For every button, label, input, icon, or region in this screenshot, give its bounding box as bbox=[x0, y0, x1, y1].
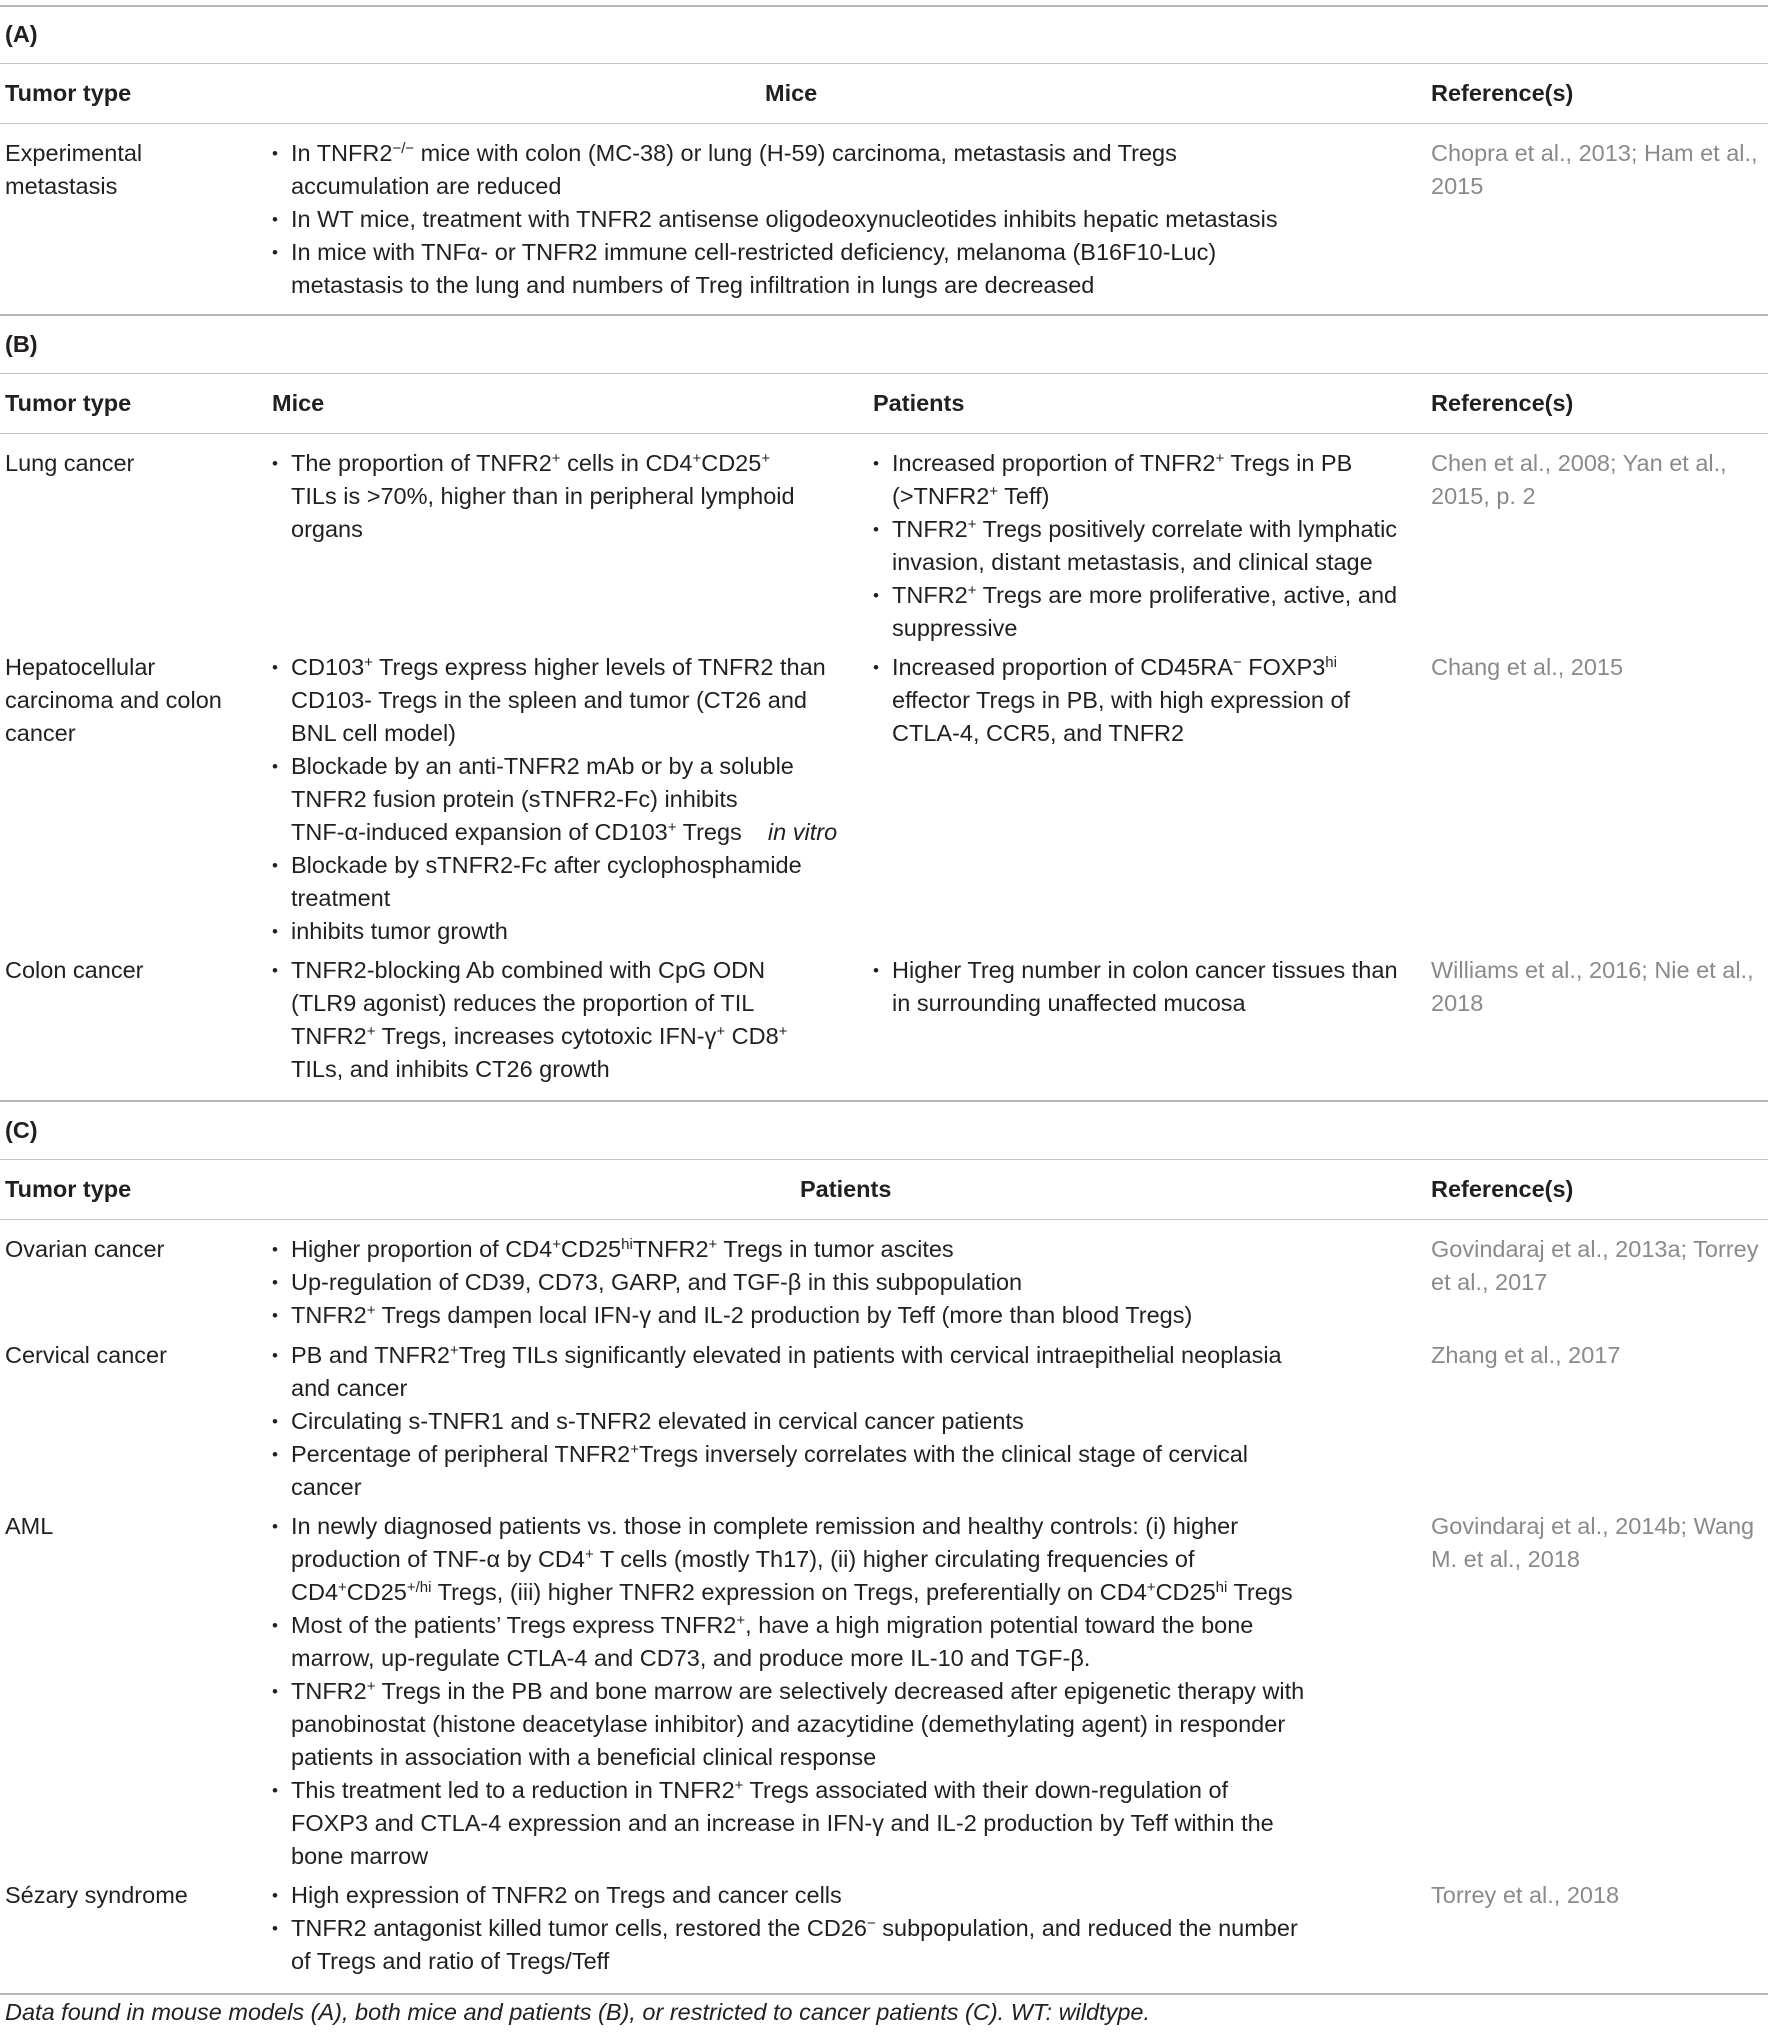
header-tumor-type: Tumor type bbox=[5, 1176, 132, 1202]
tumor-type-cell: Sézary syndrome bbox=[5, 1882, 188, 1908]
reference-cell: Govindaraj et al., 2013a; Torrey et al., 2017 bbox=[1431, 1236, 1759, 1295]
list-item: • Percentage of peripheral TNFR2+Tregs inversely correlates with the clinical stage of cervical cancer bbox=[272, 1438, 1282, 1504]
list-item: • In newly diagnosed patients vs. those in complete remission and healthy controls: (i) higher production of TNF-α by CD4+ T cells (mostly Th17), (ii) higher circulating frequencies of $CD4^+CD25^{+/hi}$ Tregs, (iii) higher TNFR2 expression on Tregs, preferentially on $CD4^+CD25^{hi}$ Tregs bbox=[272, 1510, 1304, 1609]
header-patients: Patients bbox=[873, 390, 965, 416]
patient-findings bbox=[272, 1233, 1192, 1332]
rule-section bbox=[0, 314, 1768, 316]
reference-cell: Williams et al., 2016; Nie et al., 2018 bbox=[1431, 957, 1754, 1016]
rule-top bbox=[0, 5, 1768, 7]
header-references: Reference(s) bbox=[1431, 1176, 1574, 1202]
header-mice: Mice bbox=[765, 80, 818, 106]
header-patients: Patients bbox=[800, 1176, 892, 1202]
list-item: • In WT mice, treatment with TNFR2 antisense oligodeoxynucleotides inhibits hepatic metastasis bbox=[272, 203, 1278, 236]
header-tumor-type: Tumor type bbox=[5, 390, 132, 416]
mice-findings bbox=[272, 447, 795, 546]
list-item: • Circulating s-TNFR1 and s-TNFR2 elevated in cervical cancer patients bbox=[272, 1405, 1282, 1438]
reference-cell: Zhang et al., 2017 bbox=[1431, 1342, 1621, 1368]
list-item: • Higher Treg number in colon cancer tissues than in surrounding unaffected mucosa bbox=[873, 954, 1398, 1020]
reference-cell: Chopra et al., 2013; Ham et al., 2015 bbox=[1431, 140, 1758, 199]
section-b-label: (B) bbox=[5, 331, 38, 357]
list-item: • TNFR2+ Tregs are more proliferative, active, and suppressive bbox=[873, 579, 1397, 645]
reference-cell: Chen et al., 2008; Yan et al., 2015, p. 2 bbox=[1431, 450, 1727, 509]
rule bbox=[0, 433, 1768, 434]
section-c-label: (C) bbox=[5, 1117, 38, 1143]
rule bbox=[0, 373, 1768, 374]
list-item: • Most of the patients’ Tregs express TNFR2+, have a high migration potential toward the bone marrow, up-regulate CTLA-4 and CD73, and produce more IL-10 and TGF-β. bbox=[272, 1609, 1304, 1675]
tumor-type-cell: AML bbox=[5, 1513, 54, 1539]
patient-findings bbox=[272, 1879, 1298, 1978]
patient-findings bbox=[272, 1339, 1282, 1504]
list-item: • In TNFR2−/− mice with colon (MC-38) or lung (H-59) carcinoma, metastasis and Tregs accumulation are reduced bbox=[272, 137, 1278, 203]
rule bbox=[0, 1159, 1768, 1160]
reference-cell: Chang et al., 2015 bbox=[1431, 654, 1624, 680]
header-references: Reference(s) bbox=[1431, 80, 1574, 106]
list-item: • Increased proportion of CD45RA− $FOXP3^{hi}$ effector Tregs in PB, with high expression of CTLA-4, CCR5, and TNFR2 bbox=[873, 651, 1350, 750]
header-tumor-type: Tumor type bbox=[5, 80, 132, 106]
mice-findings bbox=[272, 651, 837, 948]
list-item: • TNFR2-blocking Ab combined with CpG ODN (TLR9 agonist) reduces the proportion of TIL TNFR2+ Tregs, increases cytotoxic IFN-γ+ CD8+ TILs, and inhibits CT26 growth bbox=[272, 954, 787, 1086]
list-item: • PB and TNFR2+Treg TILs significantly elevated in patients with cervical intraepithelial neoplasia and cancer bbox=[272, 1339, 1282, 1405]
rule bbox=[0, 1219, 1768, 1220]
rule-section bbox=[0, 1100, 1768, 1102]
list-item: • TNFR2+ Tregs positively correlate with lymphatic invasion, distant metastasis, and clinical stage bbox=[873, 513, 1397, 579]
list-item: • Increased proportion of TNFR2+ Tregs in PB (>TNFR2+ Teff) bbox=[873, 447, 1397, 513]
list-item: • CD103+ Tregs express higher levels of TNFR2 than CD103- Tregs in the spleen and tumor (CT26 and BNL cell model) bbox=[272, 651, 837, 750]
list-item: • Blockade by an anti-TNFR2 mAb or by a soluble TNFR2 fusion protein (sTNFR2-Fc) inhibits TNF-α-induced expansion of CD103+ Tregs in vitro bbox=[272, 750, 837, 849]
mice-findings bbox=[272, 137, 1278, 302]
list-item: • Up-regulation of CD39, CD73, GARP, and TGF-β in this subpopulation bbox=[272, 1266, 1192, 1299]
list-item: • The proportion of TNFR2+ cells in CD4+CD25+ TILs is >70%, higher than in peripheral lymphoid organs bbox=[272, 447, 795, 546]
patient-findings bbox=[873, 954, 1398, 1020]
list-item: • TNFR2+ Tregs in the PB and bone marrow are selectively decreased after epigenetic therapy with panobinostat (histone deacetylase inhibitor) and azacytidine (demethylating agent) in responder patients in association with a beneficial clinical response bbox=[272, 1675, 1304, 1774]
table-footnote: Data found in mouse models (A), both mice and patients (B), or restricted to cancer patients (C). WT: wildtype. bbox=[5, 1999, 1151, 2025]
reference-cell: Govindaraj et al., 2014b; Wang M. et al., 2018 bbox=[1431, 1513, 1755, 1572]
list-item: • Higher proportion of $CD4^+CD25^{hi}TNFR2^+$ Tregs in tumor ascites bbox=[272, 1233, 1192, 1266]
tumor-type-cell: Colon cancer bbox=[5, 957, 144, 983]
list-item: • inhibits tumor growth bbox=[272, 915, 837, 948]
rule bbox=[0, 123, 1768, 124]
tumor-type-cell: Hepatocellular carcinoma and colon cancer bbox=[5, 654, 222, 746]
patient-findings bbox=[873, 447, 1397, 645]
tumor-type-cell: Experimental metastasis bbox=[5, 140, 143, 199]
list-item: • TNFR2+ Tregs dampen local IFN-γ and IL-2 production by Teff (more than blood Tregs) bbox=[272, 1299, 1192, 1332]
header-references: Reference(s) bbox=[1431, 390, 1574, 416]
tumor-type-cell: Cervical cancer bbox=[5, 1342, 167, 1368]
rule bbox=[0, 63, 1768, 64]
list-item: • High expression of TNFR2 on Tregs and cancer cells bbox=[272, 1879, 1298, 1912]
list-item: • Blockade by sTNFR2-Fc after cyclophosphamide treatment bbox=[272, 849, 837, 915]
mice-findings bbox=[272, 954, 787, 1086]
rule-bottom bbox=[0, 1993, 1768, 1995]
tumor-type-cell: Lung cancer bbox=[5, 450, 135, 476]
list-item: • TNFR2 antagonist killed tumor cells, restored the CD26− subpopulation, and reduced the number of Tregs and ratio of Tregs/Teff bbox=[272, 1912, 1298, 1978]
list-item: • In mice with TNFα- or TNFR2 immune cell-restricted deficiency, melanoma (B16F10-Luc) metastasis to the lung and numbers of Treg infiltration in lungs are decreased bbox=[272, 236, 1278, 302]
header-mice: Mice bbox=[272, 390, 325, 416]
tumor-type-cell: Ovarian cancer bbox=[5, 1236, 165, 1262]
list-item: • This treatment led to a reduction in TNFR2+ Tregs associated with their down-regulation of FOXP3 and CTLA-4 expression and an increase in IFN-γ and IL-2 production by Teff within the bone marrow bbox=[272, 1774, 1304, 1873]
patient-findings bbox=[272, 1510, 1304, 1873]
patient-findings bbox=[873, 651, 1350, 750]
section-a-label: (A) bbox=[5, 21, 38, 47]
reference-cell: Torrey et al., 2018 bbox=[1431, 1882, 1620, 1908]
